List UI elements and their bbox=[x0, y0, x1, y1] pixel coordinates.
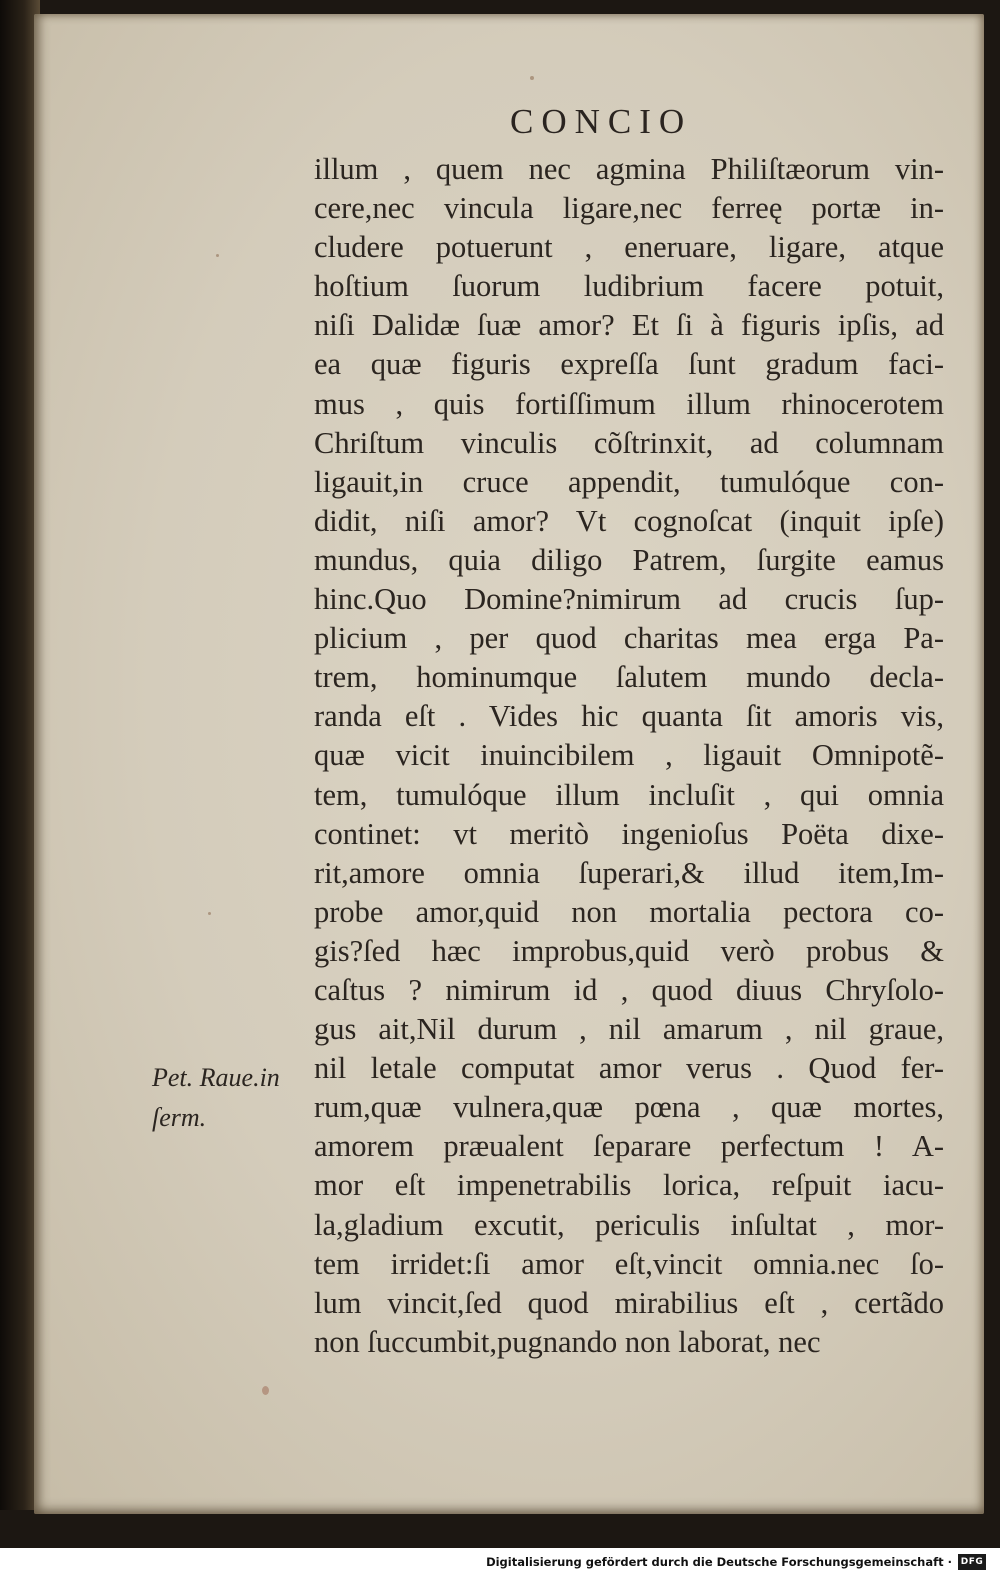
marginal-note-line: ſerm. bbox=[152, 1103, 207, 1132]
marginal-note-line: Pet. Raue.in bbox=[152, 1063, 280, 1092]
body-text bbox=[314, 150, 944, 1362]
text-line: randa eſt . Vides hic quanta ſit amoris vis, bbox=[314, 699, 944, 734]
text-line: ea quæ figuris expreſſa ſunt gradum faci- bbox=[314, 347, 944, 382]
text-line: nil letale computat amor verus . Quod fer- bbox=[314, 1051, 944, 1086]
text-line: ligauit,in cruce appendit, tumulóque con- bbox=[314, 464, 944, 499]
marginal-note bbox=[152, 1058, 317, 1138]
text-line: probe amor,quid non mortalia pectora co- bbox=[314, 894, 944, 929]
text-line: mor eſt impenetrabilis lorica, reſpuit iacu- bbox=[314, 1168, 944, 1203]
text-line: rit,amore omnia ſuperari,& illud item,Im- bbox=[314, 855, 944, 890]
text-line: hinc.Quo Domine?nimirum ad crucis ſup- bbox=[314, 582, 944, 617]
text-line: continet: vt meritò ingenioſus Poëta dixe- bbox=[314, 816, 944, 851]
text-line: la,gladium excutit, periculis inſultat , mor- bbox=[314, 1207, 944, 1242]
text-line: lum vincit,ſed quod mirabilius eſt , certãdo bbox=[314, 1285, 944, 1320]
text-line: cludere potuerunt , eneruare, ligare, atque bbox=[314, 230, 944, 265]
paper-speck bbox=[216, 254, 219, 257]
text-line: mundus, quia diligo Patrem, ſurgite eamus bbox=[314, 542, 944, 577]
text-line: amorem præualent ſeparare perfectum ! A- bbox=[314, 1129, 944, 1164]
text-line: didit, niſi amor? Vt cognoſcat (inquit ipſe) bbox=[314, 503, 944, 538]
dfg-logo: DFG bbox=[958, 1554, 986, 1570]
text-line: quæ vicit inuincibilem , ligauit Omnipotẽ- bbox=[314, 738, 944, 773]
text-line: illum , quem nec agmina Philiſtæorum vin- bbox=[314, 152, 944, 186]
text-line: hoſtium ſuorum ludibrium facere potuit, bbox=[314, 269, 944, 304]
text-line: plicium , per quod charitas mea erga Pa- bbox=[314, 621, 944, 656]
text-line: non ſuccumbit,pugnando non laborat, nec bbox=[314, 1324, 821, 1359]
text-line: tem, tumulóque illum incluſit , qui omnia bbox=[314, 777, 944, 812]
running-head: CONCIO bbox=[510, 102, 693, 141]
text-line: trem, hominumque ſalutem mundo decla- bbox=[314, 660, 944, 695]
text-line: gus ait,Nil durum , nil amarum , nil graue, bbox=[314, 1012, 944, 1047]
text-line: rum,quæ vulnera,quæ pœna , quæ mortes, bbox=[314, 1090, 944, 1125]
text-line: gis?ſed hæc improbus,quid verò probus & bbox=[314, 933, 944, 968]
funding-credit: Digitalisierung gefördert durch die Deutsche Forschungsgemeinschaft · bbox=[486, 1555, 952, 1569]
text-line: niſi Dalidæ ſuæ amor? Et ſi à figuris ipſis, ad bbox=[314, 308, 944, 343]
text-line: Chriſtum vinculis cõſtrinxit, ad columnam bbox=[314, 425, 944, 460]
text-line: mus , quis fortiſſimum illum rhinocerotem bbox=[314, 386, 944, 421]
text-line: cere,nec vincula ligare,nec ferreę portæ in- bbox=[314, 191, 944, 226]
paper-speck bbox=[530, 76, 534, 80]
paper-speck bbox=[262, 1386, 269, 1395]
paper-speck bbox=[208, 912, 211, 915]
text-line: caſtus ? nimirum id , quod diuus Chryſolo- bbox=[314, 972, 944, 1007]
text-line: tem irridet:ſi amor eſt,vincit omnia.nec ſo- bbox=[314, 1246, 944, 1281]
digitization-footer bbox=[0, 1548, 1000, 1580]
